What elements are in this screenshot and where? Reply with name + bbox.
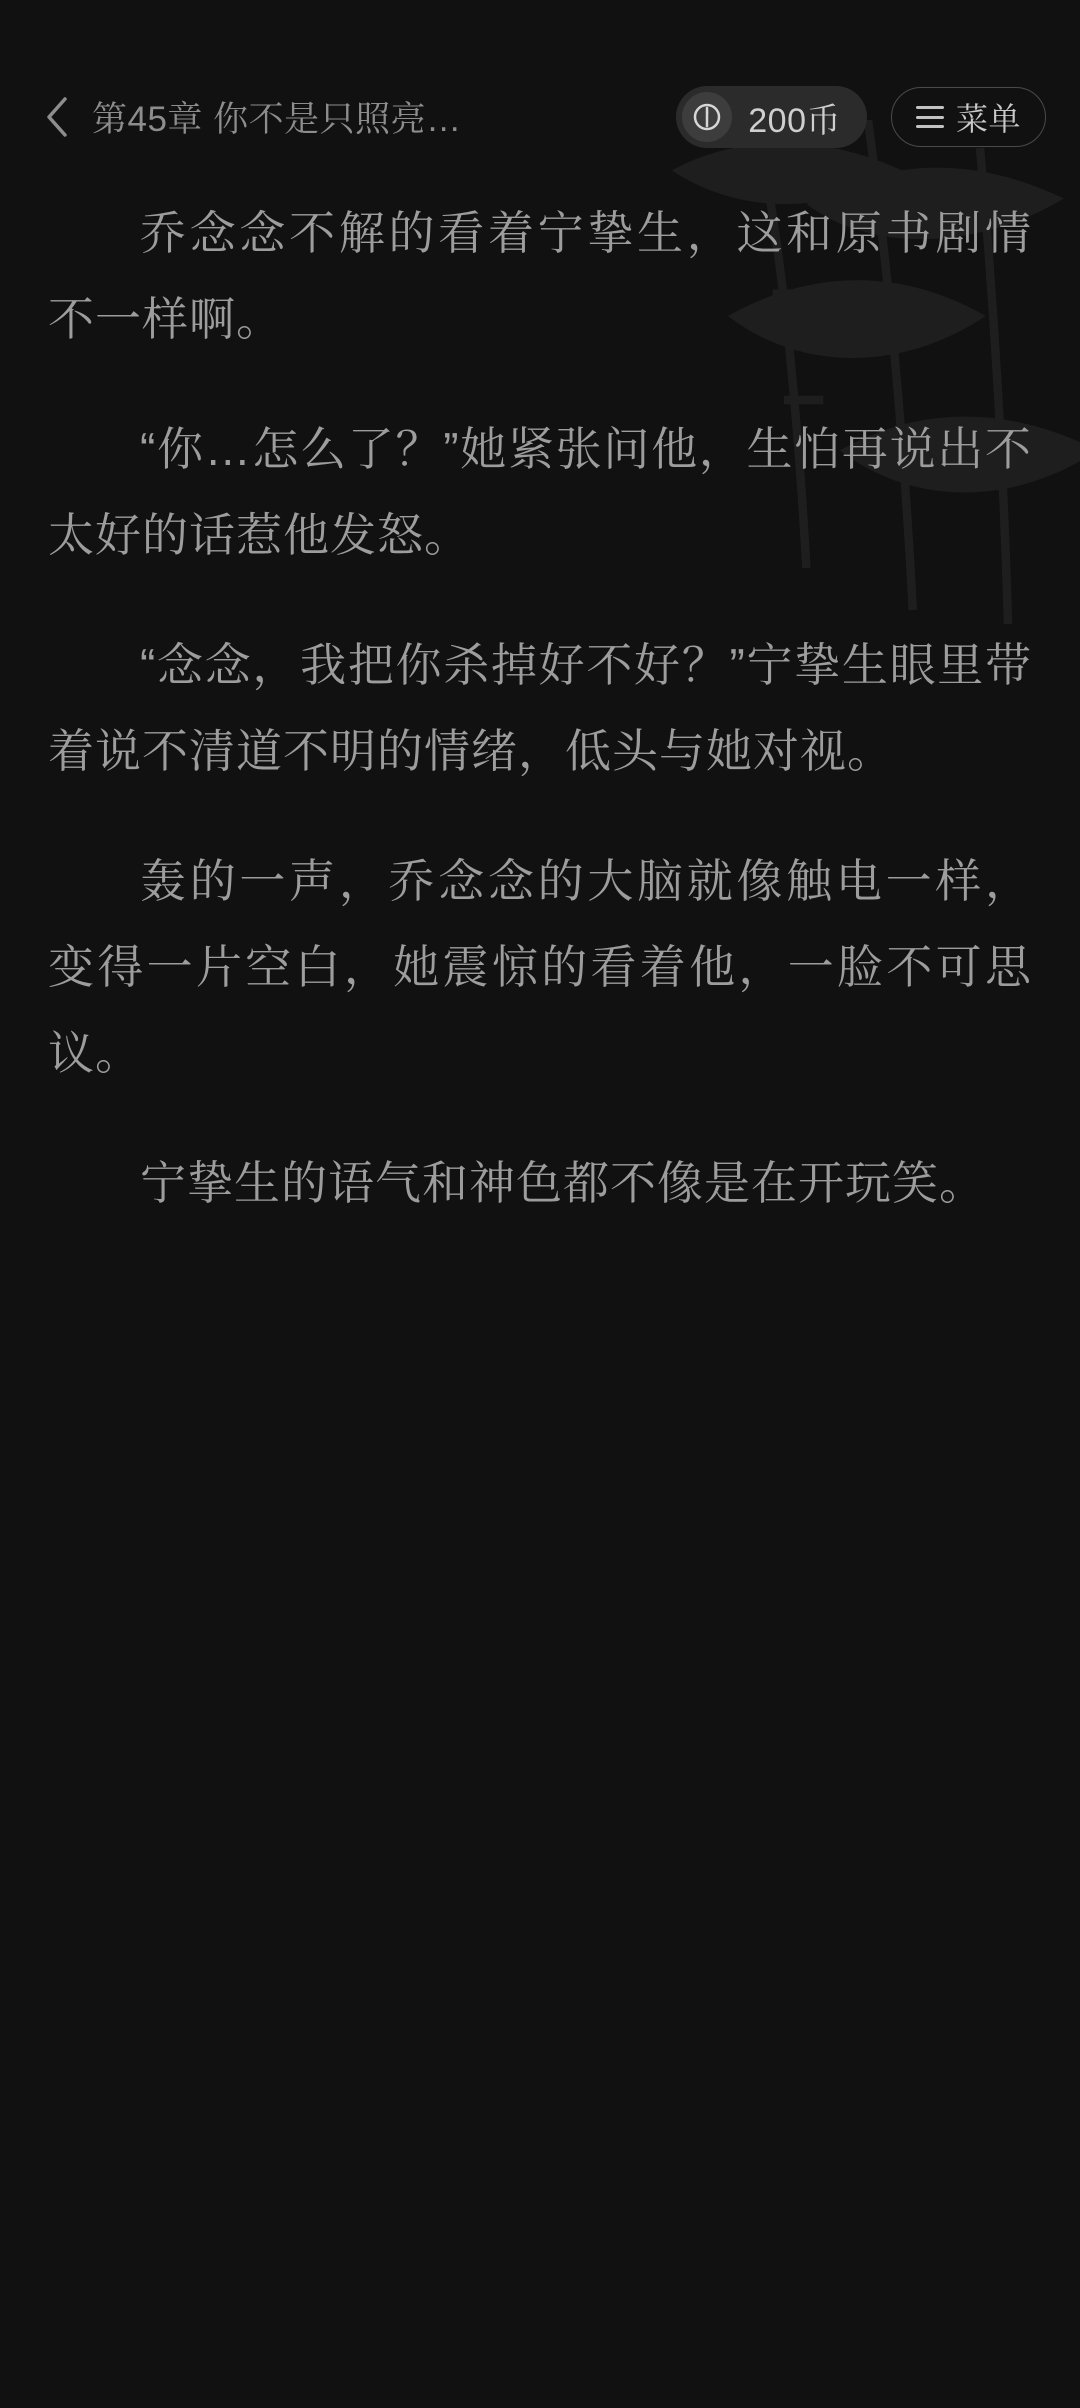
back-button[interactable] [34,87,80,147]
paragraph: 轰的一声，乔念念的大脑就像触电一样，变得一片空白，她震惊的看着他，一脸不可思议。 [48,855,1032,1079]
paragraph: “你…怎么了？”她紧张问他，生怕再说出不太好的话惹他发怒。 [48,423,1032,561]
top-bar [0,0,1080,190]
menu-label: 菜单 [955,101,1021,137]
paragraph: 乔念念不解的看着宁挚生，这和原书剧情不一样啊。 [48,207,1032,345]
hamburger-menu-icon [916,106,944,128]
menu-button[interactable] [891,87,1046,147]
coin-balance-button[interactable] [676,86,867,148]
coin-balance-label: 200币 [748,101,841,140]
paragraph: “念念，我把你杀掉好不好？”宁挚生眼里带着说不清道不明的情绪，低头与她对视。 [48,639,1032,777]
paragraph: 宁挚生的语气和神色都不像是在开玩笑。 [140,1157,986,1209]
coin-icon [682,92,732,142]
chevron-left-icon [45,96,69,138]
chapter-title[interactable]: 第45章 你不是只照亮… [92,100,462,139]
reader-content[interactable] [0,190,1080,2408]
